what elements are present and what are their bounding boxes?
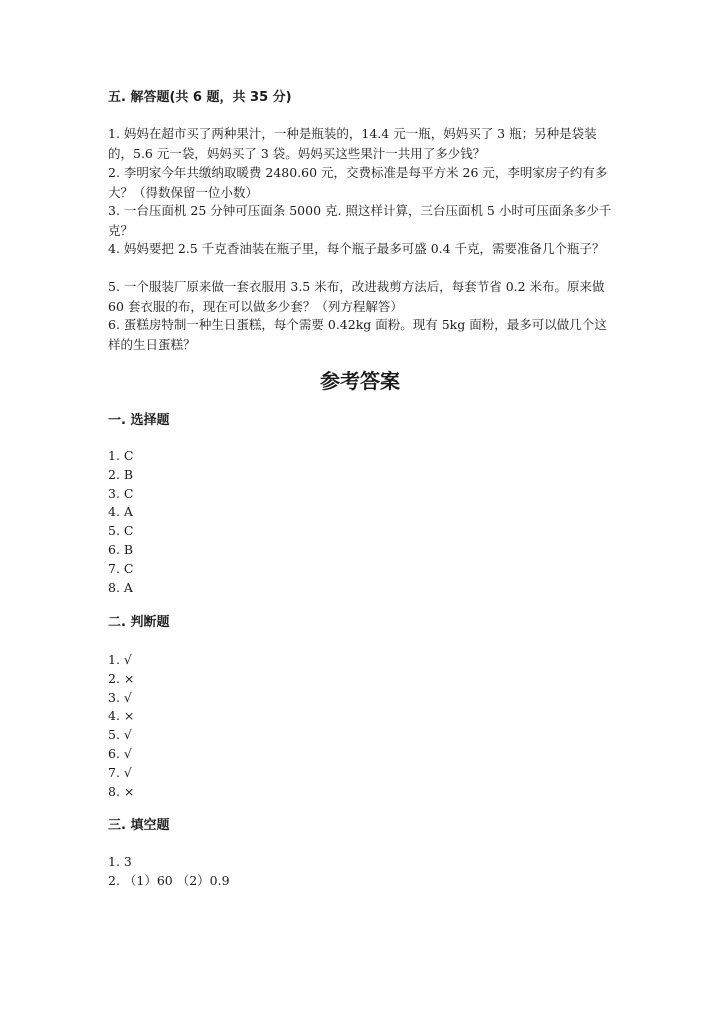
list-item: 7. C bbox=[108, 560, 134, 576]
list-item: 8. × bbox=[108, 783, 135, 799]
judge-answer-list bbox=[108, 651, 134, 801]
list-item: 1. √ bbox=[108, 652, 132, 667]
section-5-heading: 五. 解答题(共 6 题，共 35 分) bbox=[108, 90, 292, 105]
list-item: 2. B bbox=[108, 466, 134, 482]
question-4: 4. 妈妈要把 2.5 千克香油装在瓶子里，每个瓶子最多可盛 0.4 千克，需要准备几个瓶子？ bbox=[108, 241, 605, 256]
list-item: 5. C bbox=[108, 523, 134, 539]
list-item: 1. C bbox=[108, 448, 134, 463]
fill-answer-list bbox=[108, 853, 230, 891]
choice-answer-list bbox=[108, 447, 133, 597]
question-3: 3. 一台压面机 25 分钟可压面条 5000 克. 照这样计算，三台压面机 5 小时可压面条多少千克？ bbox=[108, 203, 612, 238]
list-item: 7. √ bbox=[108, 764, 132, 780]
question-6: 6. 蛋糕房特制一种生日蛋糕，每个需要 0.42kg 面粉。现有 5kg 面粉，最多可以做几个这样的生日蛋糕？ bbox=[108, 317, 607, 352]
judge-heading: 二. 判断题 bbox=[108, 615, 170, 630]
list-item: 8. A bbox=[108, 579, 133, 595]
list-item: 2. （1）60 （2）0.9 bbox=[108, 872, 230, 888]
question-2: 2. 李明家今年共缴纳取暖费 2480.60 元，交费标准是每平方米 26 元，李明家房子约有多大？（得数保留一位小数） bbox=[108, 165, 608, 200]
choice-heading: 一. 选择题 bbox=[108, 413, 170, 428]
list-item: 4. × bbox=[108, 708, 135, 724]
list-item: 6. √ bbox=[108, 745, 132, 761]
list-item: 6. B bbox=[108, 541, 134, 557]
answer-key-title: 参考答案 bbox=[320, 369, 400, 393]
question-5: 5. 一个服装厂原来做一套衣服用 3.5 米布，改进裁剪方法后，每套节省 0.2 米布。原来做 60 套衣服的布，现在可以做多少套？（列方程解答） bbox=[108, 279, 609, 314]
list-item: 1. 3 bbox=[108, 854, 132, 869]
fill-heading: 三. 填空题 bbox=[108, 818, 170, 833]
list-item: 5. √ bbox=[108, 727, 132, 743]
list-item: 3. √ bbox=[108, 689, 132, 705]
list-item: 4. A bbox=[108, 504, 133, 520]
list-item: 3. C bbox=[108, 485, 134, 501]
list-item: 2. × bbox=[108, 670, 135, 686]
question-1: 1. 妈妈在超市买了两种果汁，一种是瓶装的，14.4 元一瓶，妈妈买了 3 瓶；另种是袋装的，5.6 元一袋，妈妈买了 3 袋。妈妈买这些果汁一共用了多少钱？ bbox=[108, 126, 597, 161]
